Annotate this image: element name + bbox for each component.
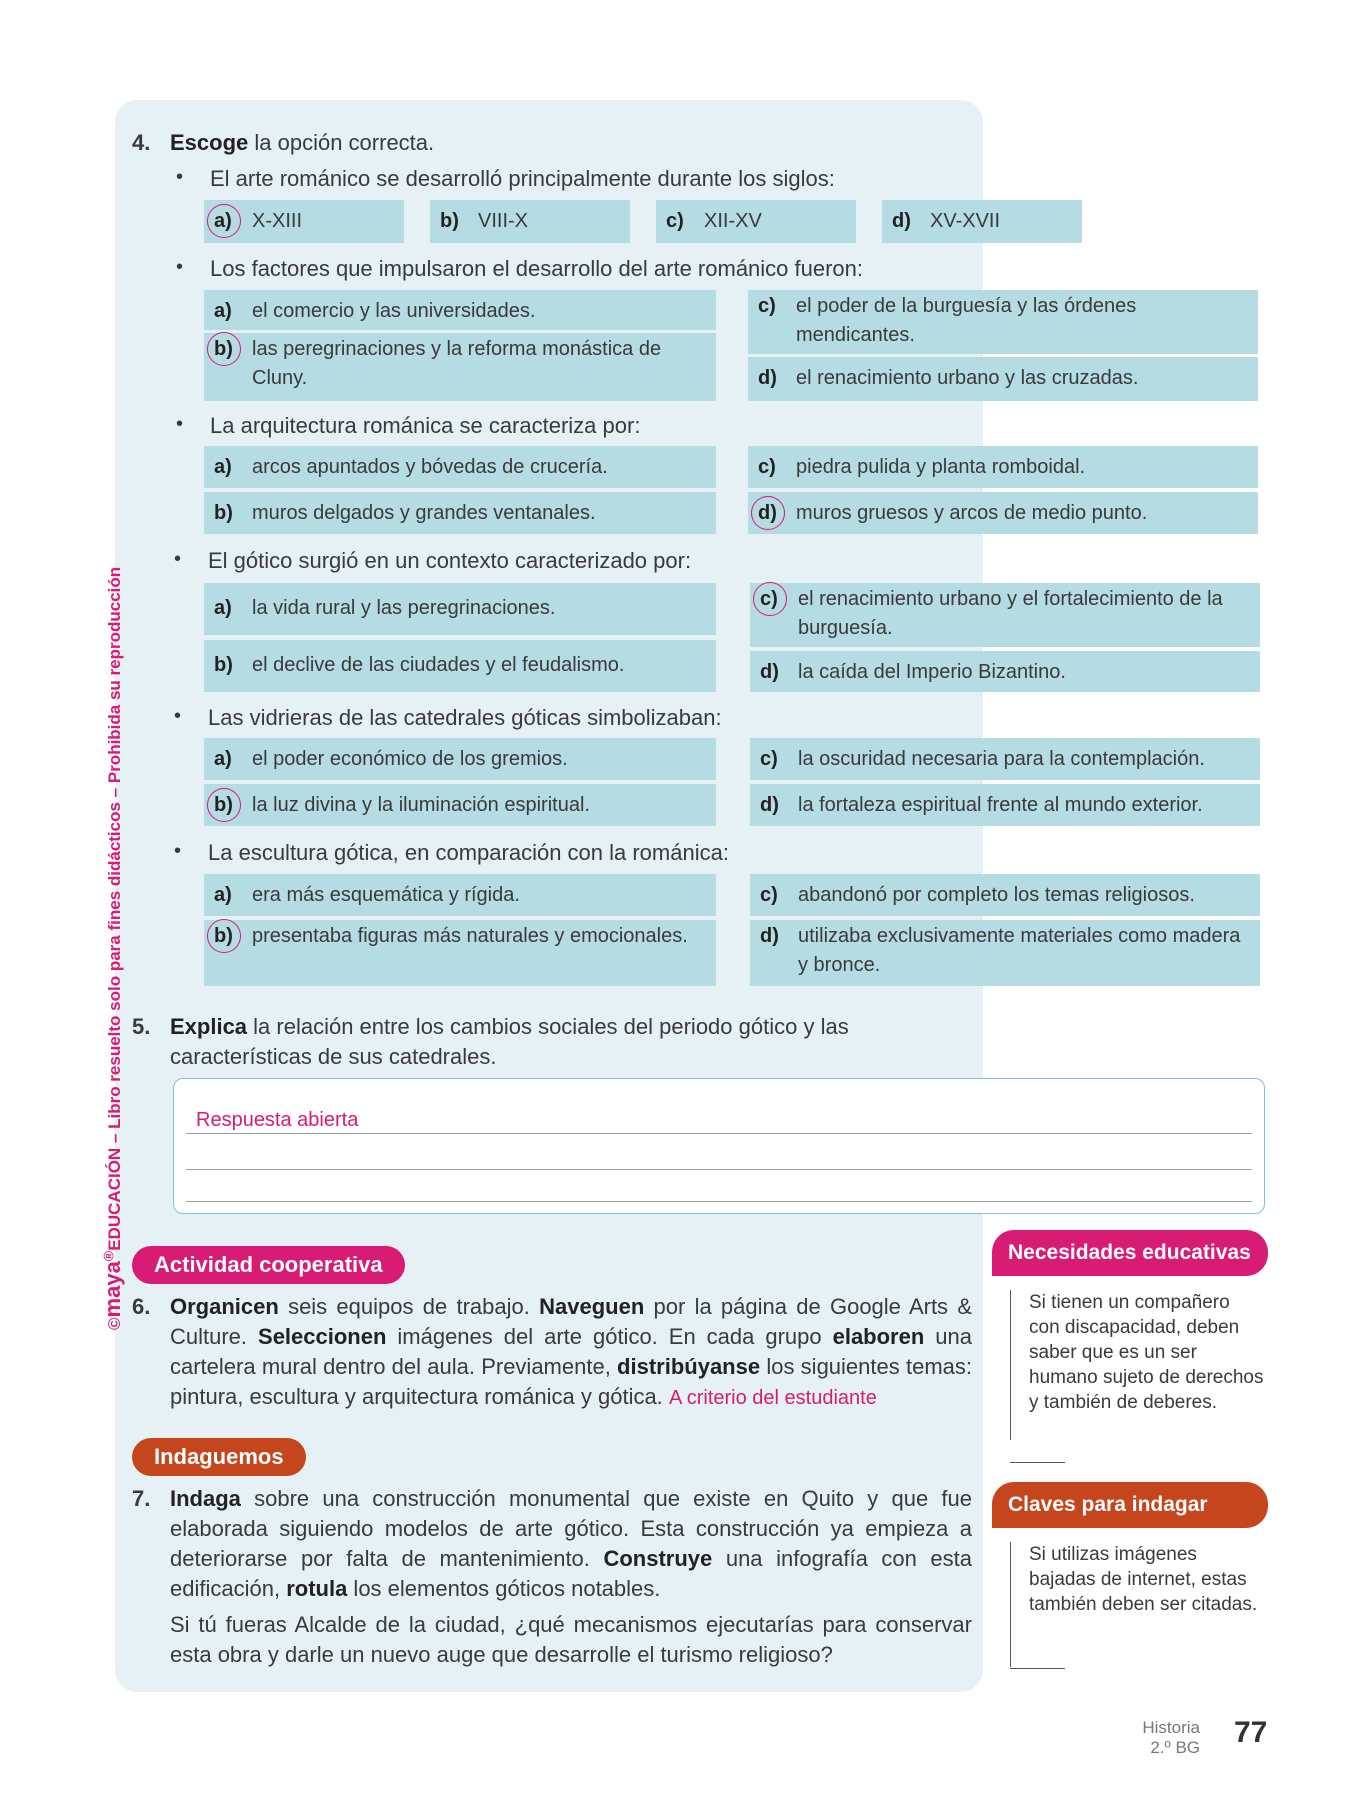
note-educational-needs-title: Necesidades educativas bbox=[992, 1230, 1268, 1276]
q5-answer: Respuesta abierta bbox=[196, 1109, 359, 1131]
question-6: 6. Organicen seis equipos de trabajo. Naveguen por la página de Google Arts & Culture. Seleccionen imágenes del arte gótico. En cada grupo elaboren una cartelera mural dentro del aula. Previamente, distribúyanse los siguientes temas: pintura, escultura y arquitectura románica y gótica. A criterio del estudiante bbox=[132, 1294, 972, 1409]
option-letter: b) bbox=[440, 210, 459, 232]
option-letter: b) bbox=[214, 338, 233, 360]
option-text: abandonó por completo los temas religiosos. bbox=[798, 884, 1195, 906]
q4-stem: • El gótico surgió en un contexto caracterizado por: bbox=[174, 548, 692, 573]
footer-subject: Historia 2.º BG bbox=[1142, 1718, 1200, 1757]
q4-option-c[interactable] bbox=[750, 738, 1260, 780]
note-divider bbox=[1010, 1668, 1065, 1669]
cooperative-activity-badge: Actividad cooperativa bbox=[132, 1246, 405, 1284]
answer-circle-icon bbox=[207, 204, 241, 238]
option-text: la luz divina y la iluminación espiritual. bbox=[252, 794, 590, 816]
answer-box[interactable] bbox=[173, 1078, 1265, 1214]
option-letter: c) bbox=[758, 456, 776, 478]
bullet-icon: • bbox=[176, 256, 184, 278]
answer-circle-icon bbox=[207, 788, 241, 822]
option-text: era más esquemática y rígida. bbox=[252, 884, 520, 906]
answer-circle-icon bbox=[207, 919, 241, 953]
q4-option-c[interactable] bbox=[750, 874, 1260, 916]
option-letter: b) bbox=[214, 502, 233, 524]
option-letter: a) bbox=[214, 210, 232, 232]
option-text: el renacimiento urbano y las cruzadas. bbox=[796, 367, 1139, 389]
bullet-icon: • bbox=[176, 166, 184, 188]
indaguemos-badge: Indaguemos bbox=[132, 1438, 306, 1476]
option-letter: b) bbox=[214, 654, 233, 676]
option-text: la caída del Imperio Bizantino. bbox=[798, 661, 1066, 683]
option-letter: c) bbox=[760, 588, 778, 610]
option-letter: a) bbox=[214, 300, 232, 322]
q4-option-a[interactable] bbox=[204, 738, 716, 780]
option-text: la fortaleza espiritual frente al mundo exterior. bbox=[798, 794, 1203, 816]
note-educational-needs-body: Si tienen un compañero con discapacidad, deben saber que es un ser humano sujeto de derechos y también de deberes. bbox=[1010, 1290, 1265, 1440]
page-number: 77 bbox=[1234, 1716, 1268, 1749]
q4-option-c[interactable] bbox=[656, 200, 856, 243]
answer-line bbox=[186, 1169, 1252, 1170]
q4-option-c[interactable] bbox=[750, 583, 1260, 647]
q4-option-d[interactable] bbox=[748, 357, 1258, 401]
answer-circle-icon bbox=[753, 582, 787, 616]
option-text: presentaba figuras más naturales y emocionales. bbox=[252, 925, 688, 947]
option-text: el poder económico de los gremios. bbox=[252, 748, 568, 770]
q4-verb: Escoge bbox=[170, 130, 249, 155]
option-letter: d) bbox=[758, 367, 777, 389]
bullet-icon: • bbox=[174, 548, 182, 570]
q4-option-c[interactable] bbox=[748, 446, 1258, 488]
question-4: 4. Escoge la opción correcta. bbox=[132, 130, 435, 155]
option-text: muros delgados y grandes ventanales. bbox=[252, 502, 596, 524]
option-text: la oscuridad necesaria para la contemplación. bbox=[798, 748, 1205, 770]
option-text: XV-XVII bbox=[930, 210, 1001, 232]
option-text: el renacimiento urbano y el fortalecimiento de la burguesía. bbox=[798, 588, 1223, 639]
sidebar-copyright: ©maya®EDUCACIÓN – Libro resuelto solo para fines didácticos – Prohibida su reproducción bbox=[100, 566, 125, 1330]
option-letter: d) bbox=[892, 210, 911, 232]
option-text: VIII-X bbox=[478, 210, 529, 232]
note-research-keys-body: Si utilizas imágenes bajadas de internet, estas también deben ser citadas. bbox=[1010, 1542, 1265, 1667]
question-5: 5. Explica la relación entre los cambios sociales del periodo gótico y las características de sus catedrales. bbox=[132, 1014, 849, 1069]
q6-answer: A criterio del estudiante bbox=[668, 1387, 877, 1409]
option-letter: a) bbox=[214, 884, 232, 906]
q4-option-b[interactable] bbox=[430, 200, 630, 243]
q4-stem: • El arte románico se desarrolló principalmente durante los siglos: bbox=[176, 166, 835, 191]
option-text: las peregrinaciones y la reforma monástica de Cluny. bbox=[252, 338, 662, 389]
question-7: 7. Indaga sobre una construcción monumental que existe en Quito y que fue elaborada siguiendo modelos de arte gótico. Esta construcción ya empieza a deteriorarse por falta de mantenimiento. Construye una infografía con esta edificación, rotula los elementos góticos notables. Si tú fueras Alcalde de la ciudad, ¿qué mecanismos ejecutarías para conservar esta obra y darle un nuevo auge que desarrolle el turismo religioso? bbox=[132, 1486, 973, 1667]
option-text: la vida rural y las peregrinaciones. bbox=[252, 597, 556, 619]
q4-option-d[interactable] bbox=[750, 920, 1260, 986]
q4-stem: • La arquitectura románica se caracteriza por: bbox=[176, 413, 641, 438]
q4-option-a[interactable] bbox=[204, 874, 716, 916]
option-letter: d) bbox=[760, 925, 779, 947]
q4-stem: • Las vidrieras de las catedrales góticas simbolizaban: bbox=[174, 705, 722, 730]
note-research-keys-title: Claves para indagar bbox=[992, 1482, 1268, 1528]
answer-line bbox=[186, 1133, 1252, 1134]
q4-option-b[interactable] bbox=[204, 640, 716, 692]
option-letter: c) bbox=[758, 295, 776, 317]
option-text: el comercio y las universidades. bbox=[252, 300, 536, 322]
option-letter: d) bbox=[760, 661, 779, 683]
answer-circle-icon bbox=[751, 496, 785, 530]
q4-option-a[interactable] bbox=[204, 446, 716, 488]
option-letter: c) bbox=[666, 210, 684, 232]
option-letter: d) bbox=[758, 502, 777, 524]
option-letter: b) bbox=[214, 925, 233, 947]
option-text: muros gruesos y arcos de medio punto. bbox=[796, 502, 1148, 524]
note-divider bbox=[1010, 1462, 1065, 1463]
option-letter: c) bbox=[760, 748, 778, 770]
copyright-symbol: © bbox=[105, 1317, 124, 1330]
option-text: X-XIII bbox=[252, 210, 303, 232]
option-text: arcos apuntados y bóvedas de crucería. bbox=[252, 456, 608, 478]
option-text: piedra pulida y planta romboidal. bbox=[796, 456, 1086, 478]
q4-stem: • Los factores que impulsaron el desarrollo del arte románico fueron: bbox=[176, 256, 864, 281]
brand-name: maya bbox=[100, 1261, 125, 1318]
option-text: utilizaba exclusivamente materiales como madera y bronce. bbox=[798, 925, 1241, 976]
sidebar-notice: EDUCACIÓN – Libro resuelto solo para fines didácticos – Prohibida su reproducción bbox=[105, 566, 124, 1251]
q4-option-d[interactable] bbox=[882, 200, 1082, 243]
option-letter: a) bbox=[214, 748, 232, 770]
bullet-icon: • bbox=[174, 705, 182, 727]
option-text: el poder de la burguesía y las órdenes mendicantes. bbox=[796, 295, 1137, 346]
q4-option-a[interactable] bbox=[204, 290, 716, 330]
q4-option-a[interactable] bbox=[204, 583, 716, 635]
q5-verb: Explica bbox=[170, 1014, 248, 1039]
answer-circle-icon bbox=[207, 332, 241, 366]
option-text: el declive de las ciudades y el feudalismo. bbox=[252, 654, 625, 676]
q4-option-a[interactable] bbox=[204, 200, 404, 243]
q4-option-b[interactable] bbox=[204, 784, 716, 826]
option-letter: a) bbox=[214, 597, 232, 619]
q4-option-b[interactable] bbox=[204, 333, 716, 401]
q4-option-d[interactable] bbox=[748, 492, 1258, 534]
q4-option-b[interactable] bbox=[204, 920, 716, 986]
bullet-icon: • bbox=[176, 413, 184, 435]
option-text: XII-XV bbox=[704, 210, 762, 232]
option-letter: c) bbox=[760, 884, 778, 906]
option-letter: a) bbox=[214, 456, 232, 478]
q4-option-b[interactable] bbox=[204, 492, 716, 534]
q4-stem: • La escultura gótica, en comparación con la románica: bbox=[174, 840, 729, 865]
option-letter: b) bbox=[214, 794, 233, 816]
answer-line bbox=[186, 1201, 1252, 1202]
q4-option-d[interactable] bbox=[750, 651, 1260, 692]
q4-option-c[interactable] bbox=[748, 290, 1258, 354]
option-letter: d) bbox=[760, 794, 779, 816]
q4-option-d[interactable] bbox=[750, 784, 1260, 826]
bullet-icon: • bbox=[174, 840, 182, 862]
